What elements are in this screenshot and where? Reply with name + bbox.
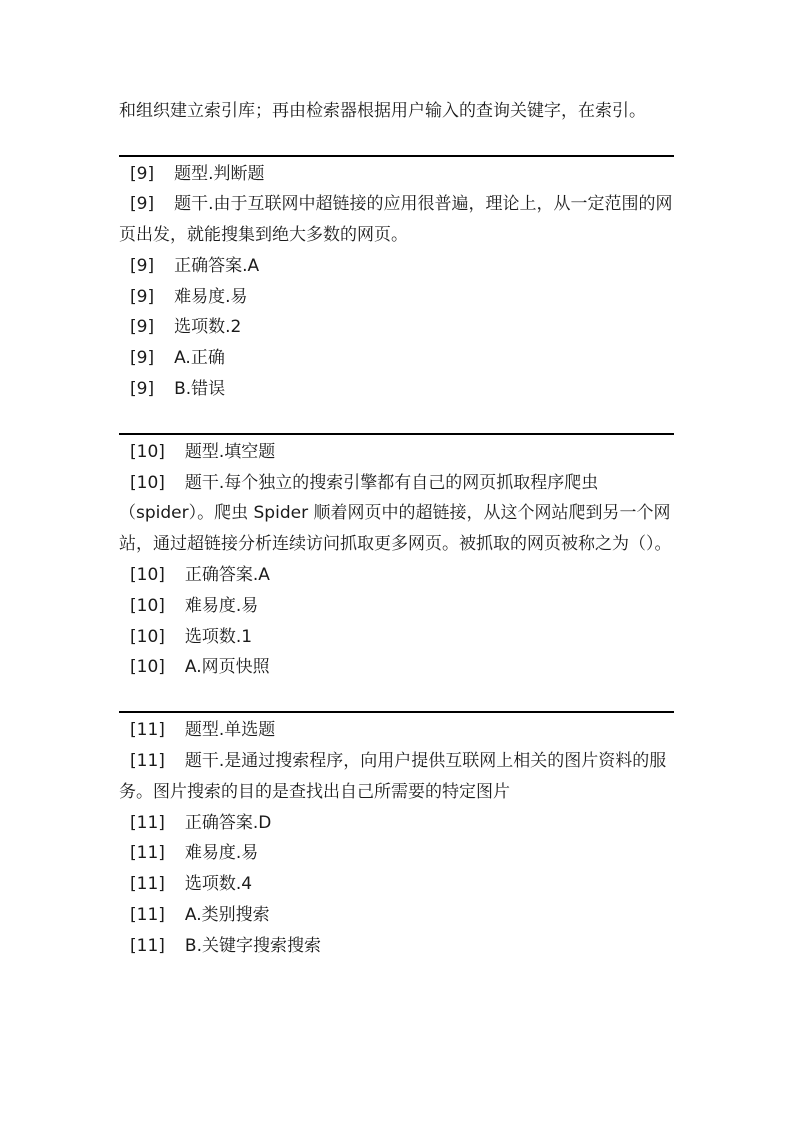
question-number: [9] <box>130 163 155 184</box>
question-option-count-line <box>119 869 674 900</box>
question-number: [9] <box>130 255 155 276</box>
question-block-11 <box>119 711 674 961</box>
question-difficulty: 难易度.易 <box>184 843 259 864</box>
document-content <box>119 96 674 962</box>
question-block-10 <box>119 433 674 683</box>
question-number: [9] <box>130 379 155 400</box>
question-number: [10] <box>130 626 165 647</box>
question-answer: 正确答案.A <box>184 565 270 586</box>
question-number: [11] <box>130 812 165 833</box>
question-option-count-line <box>119 312 674 343</box>
question-stem-line <box>119 468 674 560</box>
question-number: [11] <box>130 874 165 895</box>
question-number: [11] <box>130 905 165 926</box>
question-option-count: 选项数.1 <box>184 626 253 647</box>
question-stem: 题干.由于互联网中超链接的应用很普遍，理论上，从一定范围的网页出发，就能搜集到绝大多数的网页。 <box>119 194 673 246</box>
question-stem-line <box>119 189 674 251</box>
question-number: [9] <box>130 317 155 338</box>
question-answer-line <box>119 808 674 839</box>
question-answer: 正确答案.A <box>174 255 260 276</box>
question-difficulty-line <box>119 838 674 869</box>
question-option-count: 选项数.4 <box>184 874 253 895</box>
question-number: [9] <box>130 286 155 307</box>
question-difficulty: 难易度.易 <box>174 286 248 307</box>
question-block-9 <box>119 155 674 405</box>
question-option-line <box>119 900 674 931</box>
question-type-line <box>119 437 674 468</box>
question-difficulty: 难易度.易 <box>184 595 259 616</box>
question-answer-line <box>119 251 674 282</box>
question-stem: 题干.是通过搜索程序，向用户提供互联网上相关的图片资料的服务。图片搜索的目的是查找出自己所需要的特定图片 <box>119 751 667 802</box>
question-type: 题型.单选题 <box>184 720 276 741</box>
question-number: [11] <box>130 751 165 772</box>
question-number: [9] <box>130 348 155 369</box>
question-type-line <box>119 159 674 190</box>
question-option: B.关键字搜索搜索 <box>184 935 321 956</box>
question-stem-line <box>119 746 674 808</box>
question-option-count: 选项数.2 <box>174 317 242 338</box>
question-stem: 题干.每个独立的搜索引擎都有自己的网页抓取程序爬虫（spider）。爬虫 Spider 顺着网页中的超链接，从这个网站爬到另一个网站，通过超链接分析连续访问抓取更多网页。被抓取的网页被称之为（）。 <box>119 472 672 555</box>
question-number: [9] <box>130 194 155 215</box>
question-type-line <box>119 715 674 746</box>
question-type: 题型.填空题 <box>184 441 276 462</box>
question-number: [11] <box>130 935 165 956</box>
question-option-line <box>119 931 674 962</box>
question-number: [11] <box>130 720 165 741</box>
question-number: [10] <box>130 657 165 678</box>
question-number: [10] <box>130 595 165 616</box>
question-answer-line <box>119 560 674 591</box>
question-option-line <box>119 374 674 405</box>
question-number: [10] <box>130 441 165 462</box>
question-answer: 正确答案.D <box>184 812 272 833</box>
question-option-line <box>119 343 674 374</box>
question-option: A.正确 <box>174 348 225 369</box>
question-difficulty-line <box>119 591 674 622</box>
question-option: A.类别搜索 <box>184 905 270 926</box>
question-type: 题型.判断题 <box>174 163 265 184</box>
question-option: B.错误 <box>174 379 226 400</box>
question-option-count-line <box>119 622 674 653</box>
question-number: [10] <box>130 472 165 493</box>
question-option: A.网页快照 <box>184 657 270 678</box>
question-number: [10] <box>130 565 165 586</box>
question-number: [11] <box>130 843 165 864</box>
question-difficulty-line <box>119 282 674 313</box>
question-option-line <box>119 652 674 683</box>
intro-paragraph: 和组织建立索引库；再由检索器根据用户输入的查询关键字，在索引。 <box>119 101 646 121</box>
